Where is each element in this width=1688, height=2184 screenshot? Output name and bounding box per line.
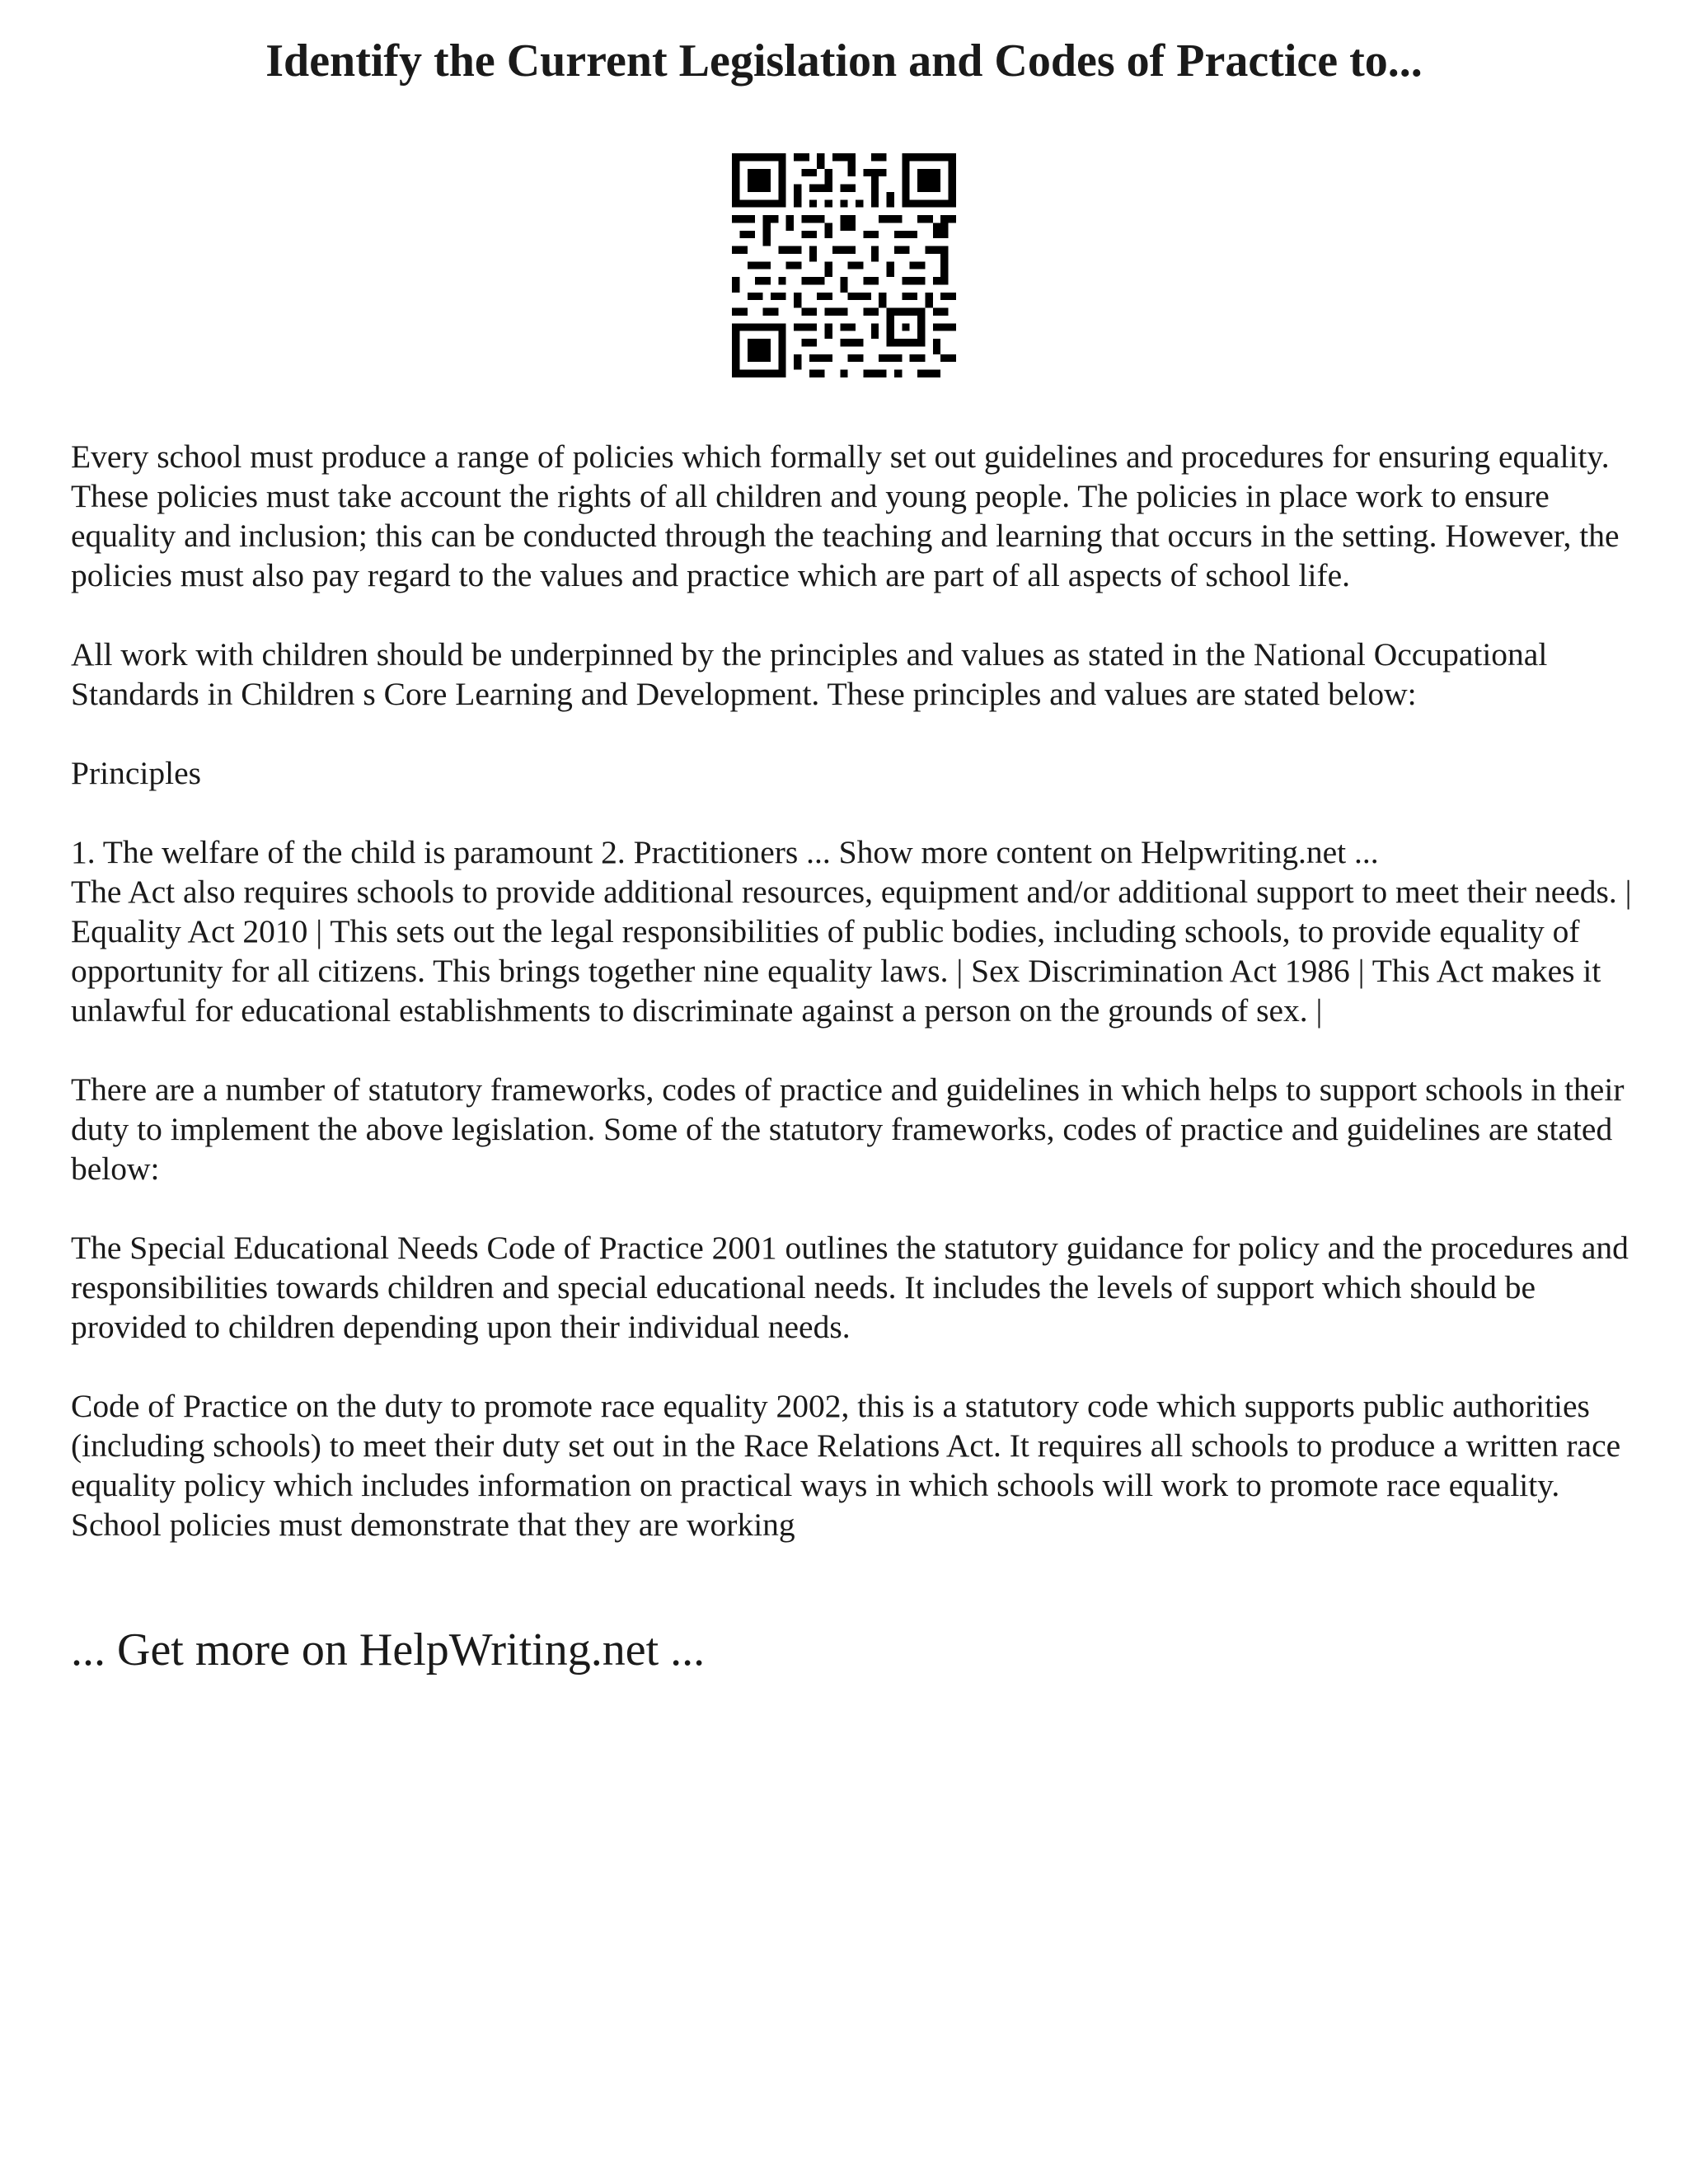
paragraph-principles-heading: Principles <box>71 755 201 791</box>
paragraph-legislation: The Act also requires schools to provide additional resources, equipment and/or additional support to meet their needs. | Equality Act 2010 | This sets out the legal responsibilities of public bodies, including schools, to provide equality of opportunity for all citizens. This brings together nine equality laws. | Sex Discrimination Act 1986 | This Act makes it unlawful for educational establishments to discriminate against a person on the grounds of sex. | <box>71 874 1632 1029</box>
get-more-link[interactable]: ... Get more on HelpWriting.net ... <box>71 1624 706 1675</box>
page-title: Identify the Current Legislation and Codes of Practice to... <box>265 35 1423 87</box>
paragraph-show-more: 1. The welfare of the child is paramount 2. Practitioners ... Show more content on Helpwriting.net ... <box>71 834 1379 870</box>
qr-code-image <box>732 153 956 377</box>
paragraph-sen-code: The Special Educational Needs Code of Practice 2001 outlines the statutory guidance for policy and the procedures and responsibilities towards children and special educational needs. It includes the levels of support which should be provided to children depending upon their individual needs. <box>71 1230 1629 1345</box>
article-body <box>71 437 1637 1584</box>
paragraph-race-equality: Code of Practice on the duty to promote race equality 2002, this is a statutory code which supports public authorities (including schools) to meet their duty set out in the Race Relations Act. It requires all schools to produce a written race equality policy which includes information on practical ways in which schools will work to promote race equality. School policies must demonstrate that they are working <box>71 1388 1621 1543</box>
paragraph-frameworks: There are a number of statutory frameworks, codes of practice and guidelines in which helps to support schools in their duty to implement the above legislation. Some of the statutory frameworks, codes of practice and guidelines are stated below: <box>71 1071 1625 1187</box>
paragraph-principles-intro: All work with children should be underpinned by the principles and values as stated in the National Occupational Standards in Children s Core Learning and Development. These principles and values are stated below: <box>71 636 1548 712</box>
paragraph-intro: Every school must produce a range of policies which formally set out guidelines and procedures for ensuring equality. These policies must take account the rights of all children and young people. The policies in place work to ensure equality and inclusion; this can be conducted through the teaching and learning that occurs in the setting. However, the policies must also pay regard to the values and practice which are part of all aspects of school life. <box>71 438 1620 593</box>
